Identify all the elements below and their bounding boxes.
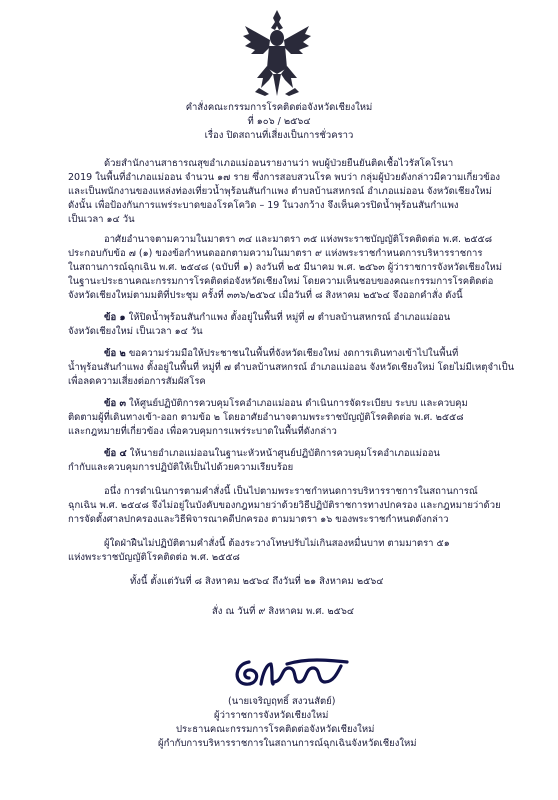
order-subject: เรื่อง ปิดสถานที่เสี่ยงเป็นการชั่วคราว (204, 130, 354, 141)
signatory-name: (นายเจริญฤทธิ์ สงวนสัตย์) (228, 696, 336, 707)
p2-line: ในสถานการณ์ฉุกเฉิน พ.ศ. ๒๕๔๘ (ฉบับที่ ๑) ลงวันที่ ๒๕ มีนาคม พ.ศ. ๒๕๖๓ ผู้ว่าราชการจังหวัดเชียงใหม่ (68, 262, 503, 273)
garuda-emblem (239, 8, 315, 100)
clause-3-line: และกฎหมายที่เกี่ยวข้อง เพื่อควบคุมการแพร่ระบาดในพื้นที่ดังกล่าว (68, 426, 337, 437)
clause-1-head: ข้อ ๑ (104, 312, 126, 323)
p2-line: จังหวัดเชียงใหม่ตามมติที่ประชุม ครั้งที่ ๓๓๖/๒๕๖๔ เมื่อวันที่ ๘ สิงหาคม ๒๕๖๔ จึงออกคำสั่ง ดังนี้ (68, 290, 463, 301)
clause-2-line: เพื่อลดความเสี่ยงต่อการสัมผัสโรค (68, 376, 206, 387)
signatory-position-2: ประธานคณะกรรมการโรคติดต่อจังหวัดเชียงใหม่ (176, 724, 375, 735)
p2-line: ในฐานะประธานคณะกรรมการโรคติดต่อจังหวัดเชียงใหม่ โดยความเห็นชอบของคณะกรรมการโรคติดต่อ (68, 276, 494, 287)
p1-line: 2019 ในพื้นที่อำเภอแม่ออน จำนวน ๑๗ ราย ซึ่งการสอบสวนโรค พบว่า กลุ่มผู้ป่วยดังกล่าวมีความเกี่ยวข้อง (68, 172, 501, 183)
effective-period: ทั้งนี้ ตั้งแต่วันที่ ๘ สิงหาคม ๒๕๖๔ ถึงวันที่ ๒๑ สิงหาคม ๒๕๖๔ (130, 576, 384, 587)
p3-line: อนึ่ง การดำเนินการตามคำสั่งนี้ เป็นไปตามพระราชกำหนดการบริหารราชการในสถานการณ์ (104, 486, 478, 497)
p1-line: ดังนั้น เพื่อป้องกันการแพร่ระบาดของโรคโควิด – 19 ในวงกว้าง จึงเห็นควรปิดน้ำพุร้อนสันกำแพง (68, 200, 459, 211)
clause-3-text: ให้ศูนย์ปฏิบัติการควบคุมโรคอำเภอแม่ออน ดำเนินการจัดระเบียบ ระบบ และควบคุม (129, 398, 468, 409)
clause-2-head: ข้อ ๒ (104, 348, 126, 359)
p3-line: การจัดตั้งศาลปกครองและวิธีพิจารณาคดีปกครอง ตามมาตรา ๑๖ ของพระราชกำหนดดังกล่าว (68, 514, 449, 525)
signed-date: สั่ง ณ วันที่ ๙ สิงหาคม พ.ศ. ๒๕๖๔ (212, 606, 355, 617)
clause-4-line (104, 448, 440, 460)
clause-2-line: น้ำพุร้อนสันกำแพง ตั้งอยู่ในพื้นที่ หมู่ที่ ๗ ตำบลบ้านสหกรณ์ อำเภอแม่ออน จังหวัดเชียงใหม่ โดยไม่มีเหตุจำเป็น (68, 362, 515, 373)
clause-1-text: ให้ปิดน้ำพุร้อนสันกำแพง ตั้งอยู่ในพื้นที่ หมู่ที่ ๗ ตำบลบ้านสหกรณ์ อำเภอแม่ออน (128, 312, 451, 323)
order-title: คำสั่งคณะกรรมการโรคติดต่อจังหวัดเชียงใหม่ (185, 102, 373, 113)
clause-4-head: ข้อ ๔ (104, 448, 127, 459)
order-number: ที่ ๑๐๖ / ๒๕๖๔ (247, 116, 311, 127)
clause-3-line: ติดตามผู้ที่เดินทางเข้า-ออก ตามข้อ ๒ โดยอาศัยอำนาจตามพระราชบัญญัติโรคติดต่อ พ.ศ. ๒๕๕๘ (68, 412, 464, 423)
p3-line: ฉุกเฉิน พ.ศ. ๒๕๔๘ จึงไม่อยู่ในบังคับของกฎหมายว่าด้วยวิธีปฏิบัติราชการทางปกครอง และกฎหมายว่าด้วย (68, 500, 501, 511)
clause-1-line: จังหวัดเชียงใหม่ เป็นเวลา ๑๔ วัน (68, 326, 203, 337)
p1-line: ด้วยสำนักงานสาธารณสุขอำเภอแม่ออนรายงานว่า พบผู้ป่วยยืนยันติดเชื้อไวรัสโคโรนา (104, 158, 454, 169)
p1-line: และเป็นพนักงานของแหล่งท่องเที่ยวน้ำพุร้อนสันกำแพง ตำบลบ้านสหกรณ์ อำเภอแม่ออน จังหวัดเชียงใหม่ (68, 186, 492, 197)
p2-line: อาศัยอำนาจตามความในมาตรา ๓๔ และมาตรา ๓๕ แห่งพระราชบัญญัติโรคติดต่อ พ.ศ. ๒๕๕๘ (104, 234, 493, 245)
signatory-position-1: ผู้ว่าราชการจังหวัดเชียงใหม่ (214, 710, 329, 721)
handwritten-signature (227, 652, 367, 690)
clause-4-text: ให้นายอำเภอแม่ออนในฐานะหัวหน้าศูนย์ปฏิบัติการควบคุมโรคอำเภอแม่ออน (129, 448, 440, 459)
clause-4-line: กำกับและควบคุมการปฏิบัติให้เป็นไปด้วยความเรียบร้อย (68, 462, 294, 473)
p4-line: แห่งพระราชบัญญัติโรคติดต่อ พ.ศ. ๒๕๕๘ (68, 552, 240, 563)
clause-1-line (104, 312, 450, 324)
signatory-position-3: ผู้กำกับการบริหารราชการในสถานการณ์ฉุกเฉินจังหวัดเชียงใหม่ (158, 738, 417, 749)
p2-line: ประกอบกับข้อ ๗ (๑) ของข้อกำหนดออกตามความในมาตรา ๙ แห่งพระราชกำหนดการบริหารราชการ (68, 248, 483, 259)
clause-2-text: ขอความร่วมมือให้ประชาชนในพื้นที่จังหวัดเชียงใหม่ งดการเดินทางเข้าไปในพื้นที่ (128, 348, 459, 359)
p4-line: ผู้ใดฝ่าฝืนไม่ปฏิบัติตามคำสั่งนี้ ต้องระวางโทษปรับไม่เกินสองหมื่นบาท ตามมาตรา ๕๑ (104, 538, 450, 549)
clause-2-line (104, 348, 458, 360)
clause-3-line (104, 398, 468, 410)
p1-line: เป็นเวลา ๑๔ วัน (68, 214, 135, 225)
clause-3-head: ข้อ ๓ (104, 398, 127, 409)
